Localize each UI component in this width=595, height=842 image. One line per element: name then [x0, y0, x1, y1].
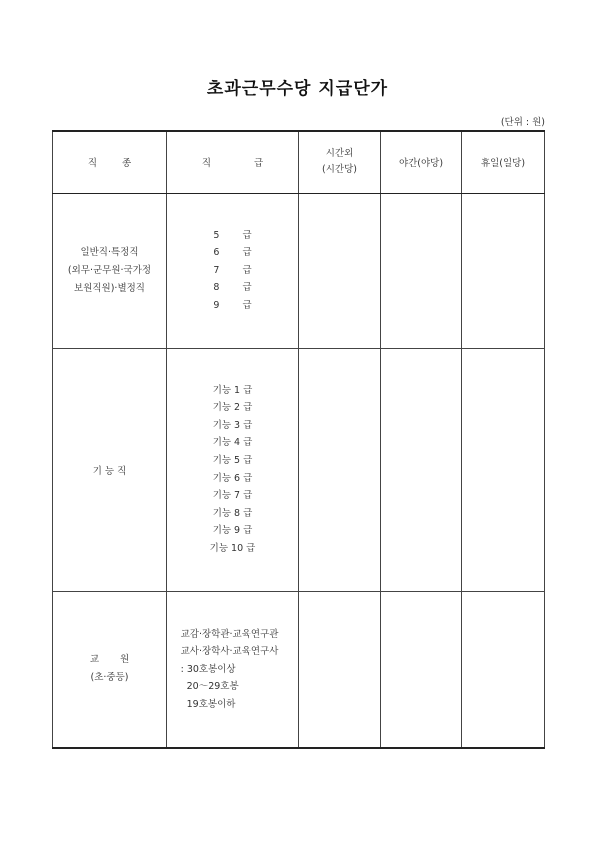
grade-item: 5 급	[213, 229, 252, 241]
job-type-line: 보원직원)·별정직	[74, 282, 145, 294]
grade-item: 교사·장학사·교육연구사	[180, 646, 279, 657]
overtime-value-cell[interactable]	[299, 193, 381, 348]
overtime-value-cell[interactable]	[299, 591, 381, 748]
grade-item: 9 급	[213, 299, 252, 311]
header-row	[53, 131, 545, 193]
grade-item: 기능 9 급	[212, 525, 253, 537]
grade-item: 기능 4 급	[212, 437, 253, 449]
header-overtime-line1: 시간외	[325, 148, 354, 160]
grade-item: 19호봉이하	[180, 698, 236, 710]
header-grade: 직 급	[167, 131, 299, 193]
table-row	[53, 591, 545, 748]
grade-item: 기능 5 급	[212, 454, 253, 466]
job-type-line: 교 원	[89, 654, 130, 666]
grade-item: 8 급	[213, 282, 252, 294]
grade-item: 기능 3 급	[212, 419, 253, 431]
allowance-table	[52, 130, 545, 749]
holiday-value-cell[interactable]	[462, 348, 545, 591]
job-type-cell	[53, 193, 167, 348]
table-row	[53, 193, 545, 348]
night-value-cell[interactable]	[381, 591, 462, 748]
night-value-cell[interactable]	[381, 348, 462, 591]
unit-note: (단위 : 원)	[500, 117, 545, 128]
job-type-cell: 기 능 직	[53, 348, 167, 591]
grade-item: 교감·장학관·교육연구관	[180, 628, 279, 640]
grade-cell	[167, 591, 299, 748]
job-type-line: (초·중등)	[90, 672, 129, 684]
grade-item: 기능 10 급	[209, 542, 256, 554]
overtime-value-cell[interactable]	[299, 348, 381, 591]
grade-item: 기능 1 급	[212, 384, 253, 396]
header-holiday: 휴일(일당)	[462, 131, 545, 193]
night-value-cell[interactable]	[381, 193, 462, 348]
grade-item: 기능 7 급	[212, 490, 253, 502]
header-overtime	[299, 131, 381, 193]
header-night: 야간(야당)	[381, 131, 462, 193]
grade-item: 7 급	[213, 264, 252, 276]
page-title: 초과근무수당 지급단가	[206, 79, 389, 99]
grade-item: 20～29호봉	[180, 681, 239, 692]
header-job-type: 직 종	[53, 131, 167, 193]
holiday-value-cell[interactable]	[462, 591, 545, 748]
grade-cell	[167, 193, 299, 348]
job-type-line: (외무·군무원·국가정	[67, 264, 152, 276]
grade-item: 6 급	[213, 247, 252, 259]
job-type-cell	[53, 591, 167, 748]
grade-cell	[167, 348, 299, 591]
holiday-value-cell[interactable]	[462, 193, 545, 348]
header-overtime-line2: (시간당)	[322, 164, 357, 176]
grade-item: 기능 8 급	[212, 507, 253, 519]
table-row	[53, 348, 545, 591]
grade-item: 기능 2 급	[212, 402, 253, 414]
job-type-line: 일반직·특정직	[80, 246, 139, 258]
grade-item: : 30호봉이상	[180, 663, 236, 675]
grade-item: 기능 6 급	[212, 472, 253, 484]
